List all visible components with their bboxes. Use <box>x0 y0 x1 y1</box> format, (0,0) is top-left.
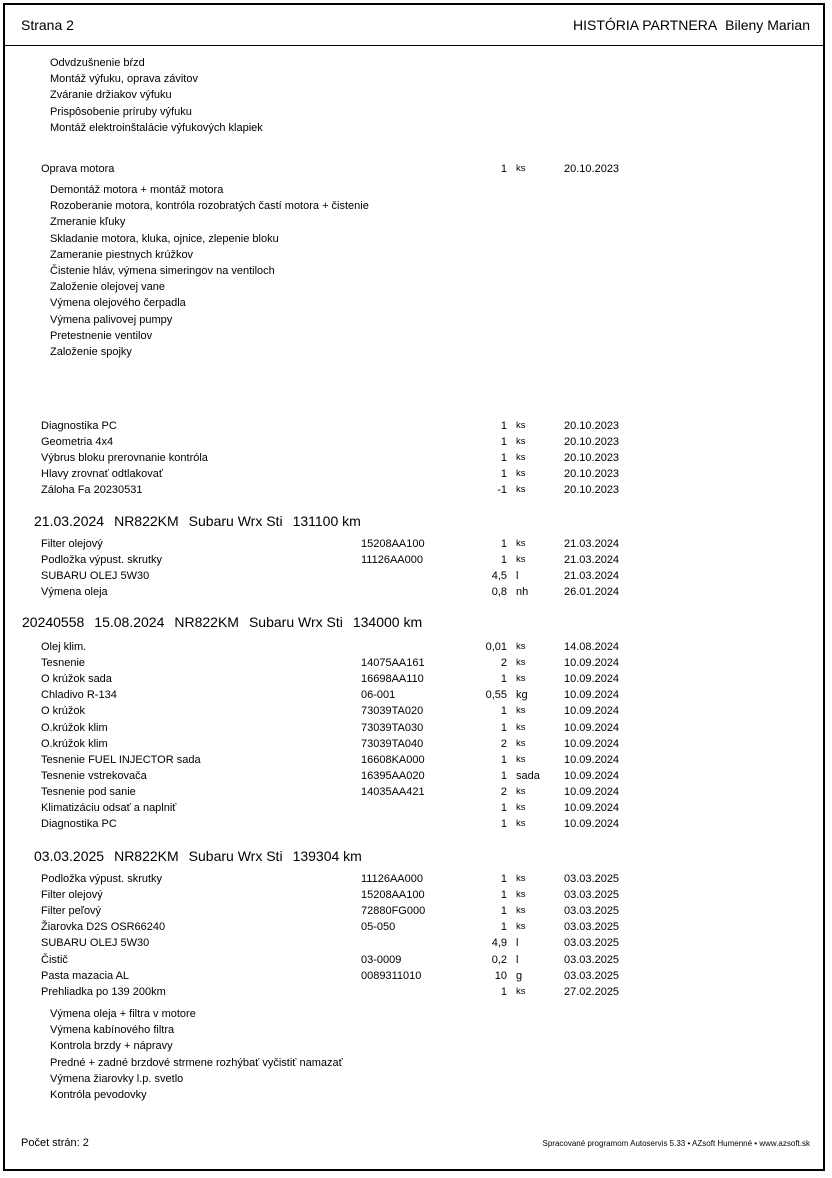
visit-field: 21.03.2024 <box>34 513 105 529</box>
visit-field: 15.08.2024 <box>94 614 165 630</box>
item-unit: ks <box>516 802 526 813</box>
work-description-line: Výmena žiarovky l.p. svetlo <box>50 1072 184 1085</box>
visit-field: NR822KM <box>114 848 179 864</box>
item-code: 73039TA020 <box>361 705 424 718</box>
item-date: 20.10.2023 <box>564 484 620 497</box>
item-quantity: 1 <box>500 436 507 449</box>
item-quantity: 0,01 <box>485 641 507 653</box>
item-quantity: 0,2 <box>491 953 507 966</box>
item-unit: ks <box>516 468 526 480</box>
item-row <box>0 672 832 686</box>
item-row <box>0 569 832 583</box>
item-row <box>0 721 832 735</box>
item-quantity: 1 <box>500 905 507 918</box>
item-code: 0089311010 <box>361 969 422 982</box>
item-name: SUBARU OLEJ 5W30 <box>41 570 150 583</box>
visit-field: 20240558 <box>22 614 85 630</box>
item-row <box>0 704 832 718</box>
work-description-line: Zameranie piestnych krúžkov <box>50 248 194 261</box>
item-unit: sada <box>516 769 540 782</box>
item-name: Chladivo R-134 <box>41 689 117 702</box>
item-date: 10.09.2024 <box>564 785 620 798</box>
item-unit: ks <box>516 673 526 685</box>
item-unit: ks <box>516 436 526 448</box>
item-quantity: 4,5 <box>491 570 507 583</box>
item-date: 03.03.2025 <box>564 921 620 934</box>
item-quantity: 4,9 <box>491 937 507 950</box>
item-date: 20.10.2023 <box>564 452 620 465</box>
work-description-line: Výmena oleja + filtra v motore <box>50 1008 196 1020</box>
item-unit: ks <box>516 985 526 997</box>
item-row <box>0 585 832 599</box>
item-name: Tesnenie <box>41 657 86 670</box>
visit-field: 139304 km <box>292 848 362 864</box>
visit-field: Subaru Wrx Sti <box>188 513 283 529</box>
item-name: Výbrus bloku prerovnanie kontróla <box>41 452 208 465</box>
item-date: 10.09.2024 <box>564 753 620 766</box>
work-description-line: Prispôsobenie príruby výfuku <box>50 105 192 118</box>
item-code: 15208AA100 <box>361 889 425 902</box>
item-date: 20.10.2023 <box>564 420 620 432</box>
item-quantity: 1 <box>500 985 507 998</box>
item-name: Oprava motora <box>41 163 115 175</box>
work-description-line: Čistenie hláv, výmena simeringov na ventiloch <box>50 265 275 277</box>
item-row <box>0 936 832 950</box>
item-row <box>0 801 832 815</box>
item-date: 26.01.2024 <box>564 586 620 599</box>
visit-field: 134000 km <box>352 614 423 630</box>
item-name: Výmena oleja <box>41 586 108 599</box>
work-description-line: Výmena olejového čerpadla <box>50 297 186 310</box>
item-row <box>0 888 832 902</box>
item-name: Filter peľový <box>41 905 102 918</box>
report-header <box>573 17 810 33</box>
item-quantity: 1 <box>500 452 507 465</box>
item-name: O.krúžok klim <box>41 737 108 750</box>
header-divider <box>3 45 825 46</box>
item-quantity: 1 <box>500 721 507 734</box>
item-code: 73039TA040 <box>361 737 424 750</box>
item-row <box>0 985 832 999</box>
item-unit: nh <box>516 586 529 599</box>
item-date: 10.09.2024 <box>564 721 620 734</box>
item-name: Olej klim. <box>41 641 87 653</box>
item-name: SUBARU OLEJ 5W30 <box>41 937 150 950</box>
item-quantity: 1 <box>500 802 507 814</box>
page-count: Počet strán: 2 <box>21 1137 89 1149</box>
item-name: Podložka výpust. skrutky <box>41 554 163 567</box>
work-description-line: Demontáž motora + montáž motora <box>50 184 224 196</box>
work-description-line: Výmena palivovej pumpy <box>50 313 173 326</box>
item-unit: ks <box>516 554 526 566</box>
item-code: 16698AA110 <box>361 673 424 686</box>
item-name: Filter olejový <box>41 538 103 550</box>
item-row <box>0 553 832 567</box>
item-unit: ks <box>516 873 526 884</box>
item-date: 21.03.2024 <box>564 570 620 583</box>
item-name: Filter olejový <box>41 889 103 902</box>
item-name: Pasta mazacia AL <box>41 969 130 982</box>
item-date: 10.09.2024 <box>564 802 620 814</box>
item-unit: ks <box>516 705 526 717</box>
item-unit: l <box>516 953 519 966</box>
item-unit: ks <box>516 538 526 549</box>
item-date: 20.10.2023 <box>564 436 620 449</box>
visit-header <box>34 513 361 529</box>
item-date: 21.03.2024 <box>564 538 620 550</box>
item-unit: ks <box>516 721 526 733</box>
item-row <box>0 753 832 767</box>
item-unit: ks <box>516 785 526 797</box>
item-row <box>0 737 832 751</box>
item-code: 73039TA030 <box>361 721 424 734</box>
item-date: 10.09.2024 <box>564 657 620 670</box>
item-row <box>0 451 832 465</box>
item-code: 06-001 <box>361 689 396 702</box>
item-unit: ks <box>516 452 526 464</box>
work-description-line: Založenie olejovej vane <box>50 281 165 294</box>
item-name: Hlavy zrovnať odtlakovať <box>41 468 163 481</box>
item-date: 10.09.2024 <box>564 689 620 702</box>
item-row <box>0 640 832 654</box>
item-quantity: -1 <box>497 484 507 497</box>
item-row <box>0 537 832 551</box>
item-quantity: 2 <box>500 657 507 670</box>
item-unit: g <box>516 969 523 982</box>
item-name: Tesnenie vstrekovača <box>41 769 147 782</box>
visit-header <box>34 848 362 864</box>
item-row <box>0 435 832 449</box>
work-description-line: Zváranie držiakov výfuku <box>50 89 172 102</box>
work-description-line: Kontrola brzdy + nápravy <box>50 1040 173 1053</box>
work-description-line: Založenie spojky <box>50 346 132 358</box>
visit-field: 131100 km <box>292 513 361 529</box>
work-description-line: Odvdzušnenie bŕzd <box>50 57 145 69</box>
item-name: Geometria 4x4 <box>41 436 114 449</box>
item-quantity: 1 <box>500 889 507 902</box>
item-unit: kg <box>516 689 528 702</box>
work-description-line: Zmeranie kľuky <box>50 216 126 229</box>
work-description-line: Výmena kabínového filtra <box>50 1024 175 1037</box>
work-description-line: Predné + zadné brzdové strmene rozhýbať vyčistiť namazať <box>50 1056 343 1069</box>
item-quantity: 0,8 <box>491 586 507 599</box>
item-quantity: 1 <box>500 538 507 550</box>
partner-name: Bileny Marian <box>725 17 810 33</box>
item-date: 03.03.2025 <box>564 969 620 982</box>
item-date: 03.03.2025 <box>564 953 620 966</box>
item-code: 16395AA020 <box>361 769 425 782</box>
item-name: Záloha Fa 20230531 <box>41 484 143 497</box>
item-quantity: 1 <box>500 818 507 831</box>
item-code: 16608KA000 <box>361 753 425 766</box>
item-unit: ks <box>516 905 526 917</box>
item-row <box>0 162 832 176</box>
item-code: 15208AA100 <box>361 538 425 550</box>
item-name: Diagnostika PC <box>41 818 117 831</box>
item-name: Žiarovka D2S OSR66240 <box>41 921 166 934</box>
work-description-line: Montáž výfuku, oprava závitov <box>50 73 198 86</box>
item-unit: ks <box>516 657 526 669</box>
item-name: O krúžok sada <box>41 673 112 686</box>
item-name: O.krúžok klim <box>41 721 108 734</box>
item-name: O krúžok <box>41 705 86 718</box>
item-quantity: 1 <box>500 468 507 481</box>
work-description-line: Kontróla pevodovky <box>50 1089 147 1101</box>
item-quantity: 1 <box>500 673 507 686</box>
item-quantity: 10 <box>494 969 507 982</box>
item-name: Tesnenie FUEL INJECTOR sada <box>41 753 201 766</box>
item-date: 10.09.2024 <box>564 705 620 718</box>
visit-header <box>22 614 422 630</box>
item-unit: l <box>516 937 519 950</box>
item-unit: ks <box>516 641 526 652</box>
item-unit: ks <box>516 737 526 749</box>
item-quantity: 1 <box>500 420 507 432</box>
work-description-line: Rozoberanie motora, kontróla rozobratých častí motora + čistenie <box>50 200 369 213</box>
visit-field: 03.03.2025 <box>34 848 105 864</box>
item-unit: ks <box>516 484 526 496</box>
item-row <box>0 785 832 799</box>
item-name: Tesnenie pod sanie <box>41 785 136 798</box>
item-date: 10.09.2024 <box>564 818 620 831</box>
item-date: 03.03.2025 <box>564 889 620 902</box>
item-unit: ks <box>516 818 526 830</box>
item-row <box>0 953 832 967</box>
item-unit: ks <box>516 889 526 901</box>
item-row <box>0 904 832 918</box>
report-title: HISTÓRIA PARTNERA <box>572 17 718 33</box>
item-row <box>0 483 832 497</box>
item-row <box>0 419 832 433</box>
item-date: 20.10.2023 <box>564 468 620 481</box>
item-quantity: 1 <box>500 873 507 885</box>
item-row <box>0 872 832 886</box>
item-date: 14.08.2024 <box>564 641 620 653</box>
item-name: Čistič <box>41 953 68 966</box>
item-quantity: 1 <box>500 705 507 718</box>
item-code: 14075AA161 <box>361 657 425 670</box>
item-unit: ks <box>516 420 526 431</box>
item-date: 10.09.2024 <box>564 769 620 782</box>
work-description-line: Skladanie motora, kluka, ojnice, zlepenie bloku <box>50 232 279 245</box>
visit-field: Subaru Wrx Sti <box>248 614 343 630</box>
work-description-line: Montáž elektroinštalácie výfukových klapiek <box>50 121 263 134</box>
item-quantity: 2 <box>500 737 507 750</box>
item-row <box>0 769 832 783</box>
item-code: 05-050 <box>361 921 396 934</box>
item-date: 27.02.2025 <box>564 985 620 998</box>
visit-field: Subaru Wrx Sti <box>188 848 283 864</box>
item-date: 10.09.2024 <box>564 673 620 686</box>
item-date: 03.03.2025 <box>564 873 620 885</box>
item-unit: ks <box>516 163 526 174</box>
visit-field: NR822KM <box>174 614 239 630</box>
item-date: 20.10.2023 <box>564 163 620 175</box>
item-date: 03.03.2025 <box>564 937 620 950</box>
item-name: Prehliadka po 139 200km <box>41 985 166 998</box>
item-unit: l <box>516 570 519 583</box>
item-quantity: 1 <box>500 554 507 567</box>
item-quantity: 1 <box>500 753 507 766</box>
program-credit: Spracované programom Autoservis 5.33 • AZsoft Humenné • www.azsoft.sk <box>542 1139 810 1148</box>
item-unit: ks <box>516 753 526 765</box>
item-row <box>0 656 832 670</box>
item-quantity: 1 <box>500 163 507 175</box>
item-date: 10.09.2024 <box>564 737 620 750</box>
item-quantity: 1 <box>500 769 507 782</box>
page-number: Strana 2 <box>21 17 74 33</box>
item-unit: ks <box>516 921 526 933</box>
item-row <box>0 817 832 831</box>
visit-field: NR822KM <box>114 513 179 529</box>
item-name: Diagnostika PC <box>41 420 117 432</box>
item-code: 11126AA000 <box>361 873 423 885</box>
work-description-line: Pretestnenie ventilov <box>50 329 153 342</box>
item-name: Klimatizáciu odsať a naplniť <box>41 802 177 814</box>
item-quantity: 0,55 <box>485 689 507 702</box>
item-code: 72880FG000 <box>361 905 426 918</box>
item-row <box>0 969 832 983</box>
item-code: 11126AA000 <box>361 554 423 567</box>
item-date: 21.03.2024 <box>564 554 620 567</box>
item-code: 14035AA421 <box>361 785 425 798</box>
item-name: Podložka výpust. skrutky <box>41 873 163 885</box>
item-date: 03.03.2025 <box>564 905 620 918</box>
item-code: 03-0009 <box>361 953 402 966</box>
item-quantity: 2 <box>500 785 507 798</box>
item-row <box>0 920 832 934</box>
item-quantity: 1 <box>500 921 507 934</box>
item-row <box>0 467 832 481</box>
item-row <box>0 688 832 702</box>
